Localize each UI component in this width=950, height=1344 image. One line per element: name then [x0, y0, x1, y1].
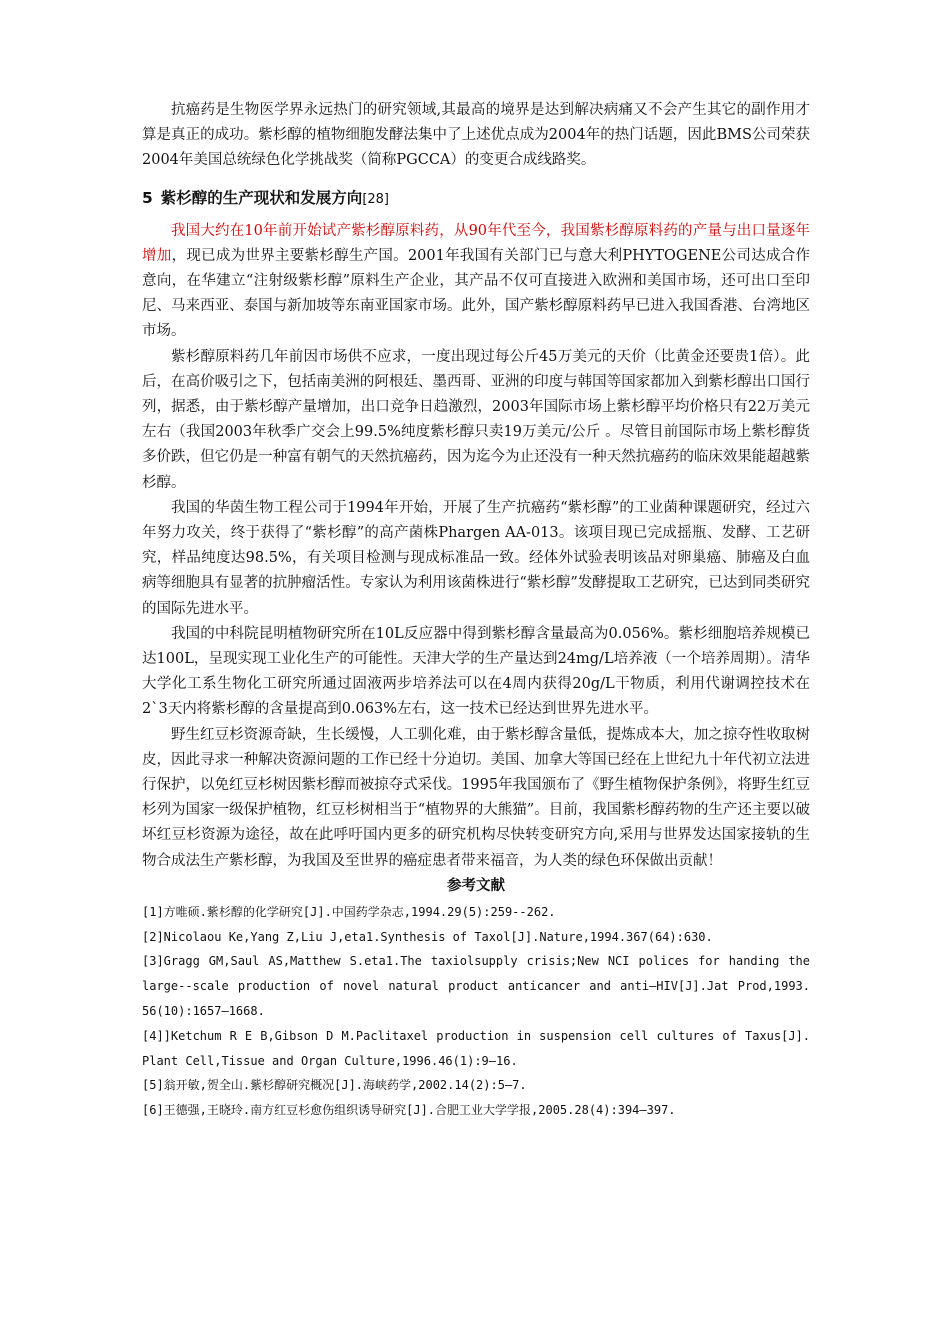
paragraph-market-price: 紫杉醇原料药几年前因市场供不应求，一度出现过每公斤45万美元的天价（比黄金还要贵1倍）。此后，在高价吸引之下，包括南美洲的阿根廷、墨西哥、亚洲的印度与韩国等国家都加入到紫杉醇出口国行列，据悉，由于紫杉醇产量增加，出口竞争日趋激烈，2003年国际市场上紫杉醇平均价格只有22万美元左右（我国2003年秋季广交会上99.5%纯度紫杉醇只卖19万美元/公斤 。尽管目前国际市场上紫杉醇货多价跌，但它仍是一种富有朝气的天然抗癌药，因为迄今为止还没有一种天然抗癌药的临床效果能超越紫杉醇。 [142, 348, 810, 491]
references-list [142, 900, 810, 1123]
reference-item: [5]翁开敏,贺全山.紫杉醇研究概况[J].海峡药学,2002.14(2):5—7. [142, 1078, 527, 1093]
paragraph-text: ，现已成为世界主要紫杉醇生产国。2001年我国有关部门已与意大利PHYTOGENE公司达成合作意向，在华建立“注射级紫杉醇”原料生产企业，其产品不仅可直接进入欧洲和美国市场，还可出口至印尼、马来西亚、泰国与新加坡等东南亚国家市场。此外，国产紫杉醇原料药早已进入我国香港、台湾地区市场。 [142, 247, 811, 340]
reference-item: [6]王德强,王晓玲.南方红豆杉愈伤组织诱导研究[J].合肥工业大学学报,2005.28(4):394—397. [142, 1103, 676, 1118]
paragraph-cell-culture: 我国的中科院昆明植物研究所在10L反应器中得到紫杉醇含量最高为0.056%。紫杉细胞培养规模已达100L，呈现实现工业化生产的可能性。天津大学的生产量达到24mg/L培养液（一个培养周期）。清华大学化工系生物化工研究所通过固液两步培养法可以在4周内获得20g/L干物质，利用代谢调控技术在2`3天内将紫杉醇的含量提高到0.063%左右，这一技术已经达到世界先进水平。 [142, 625, 810, 718]
section-number: 5 [142, 188, 153, 207]
paragraph-production-history [142, 219, 810, 345]
paragraph-huayin-research: 我国的华茵生物工程公司于1994年开始，开展了生产抗癌药“紫杉醇”的工业菌种课题研究，经过六年努力攻关，终于获得了“紫杉醇”的高产菌株Phargen AA-013。该项目现已完成摇瓶、发酵、工艺研究，样品纯度达98.5%，有关项目检测与现成标准品一致。经体外试验表明该品对卵巢癌、肺癌及白血病等细胞具有显著的抗肿瘤活性。专家认为利用该菌株进行“紫杉醇”发酵提取工艺研究，已达到同类研究的国际先进水平。 [142, 499, 810, 617]
intro-paragraph: 抗癌药是生物医学界永远热门的研究领域,其最高的境界是达到解决病痛又不会产生其它的副作用才算是真正的成功。紫杉醇的植物细胞发酵法集中了上述优点成为2004年的热门话题，因此BMS公司荣获2004年美国总统绿色化学挑战奖（简称PGCCA）的变更合成线路奖。 [142, 102, 810, 169]
references-title: 参考文献 [447, 877, 505, 894]
reference-item: [4]]Ketchum R E B,Gibson D M.Paclitaxel production in suspension cell cultures of Taxus[J]. Plant Cell,Tissue and Organ Culture,1996.46(1):9—16. [142, 1028, 810, 1068]
reference-item: [3]Gragg GM,Saul AS,Matthew S.eta1.The taxiolsupply crisis;New NCI polices for handing the large--scale production of novel natural product anticancer and anti—HIV[J].Jat Prod,1993. 56(10):1657—1668. [142, 954, 810, 1019]
reference-item: [1]方唯硕.紫杉醇的化学研究[J].中国药学杂志,1994.29(5):259--262. [142, 904, 556, 919]
section-citation: [28] [362, 191, 389, 207]
section-heading [142, 185, 810, 213]
highlighted-text: 我国大约在10年前开始试产紫杉醇原料药，从90年代至今，我国紫杉醇原料药的产量与出口量逐年增加 [142, 222, 810, 264]
section-title: 紫杉醇的生产现状和发展方向 [160, 188, 363, 207]
reference-item: [2]Nicolaou Ke,Yang Z,Liu J,eta1.Synthesis of Taxol[J].Nature,1994.367(64):630. [142, 929, 713, 944]
document-page [142, 98, 810, 1123]
paragraph-conservation: 野生红豆杉资源奇缺，生长缓慢，人工驯化难，由于紫杉醇含量低，提炼成本大，加之掠夺性收取树皮，因此寻求一种解决资源问题的工作已经十分迫切。美国、加拿大等国已经在上世纪九十年代初立法进行保护，以免红豆杉树因紫杉醇而被掠夺式采伐。1995年我国颁布了《野生植物保护条例》，将野生红豆杉列为国家一级保护植物，红豆杉树相当于“植物界的大熊猫”。目前，我国紫杉醇药物的生产还主要以破坏红豆杉资源为途径，故在此呼吁国内更多的研究机构尽快转变研究方向,采用与世界发达国家接轨的生物合成法生产紫杉醇，为我国及至世界的癌症患者带来福音，为人类的绿色环保做出贡献！ [142, 726, 810, 869]
